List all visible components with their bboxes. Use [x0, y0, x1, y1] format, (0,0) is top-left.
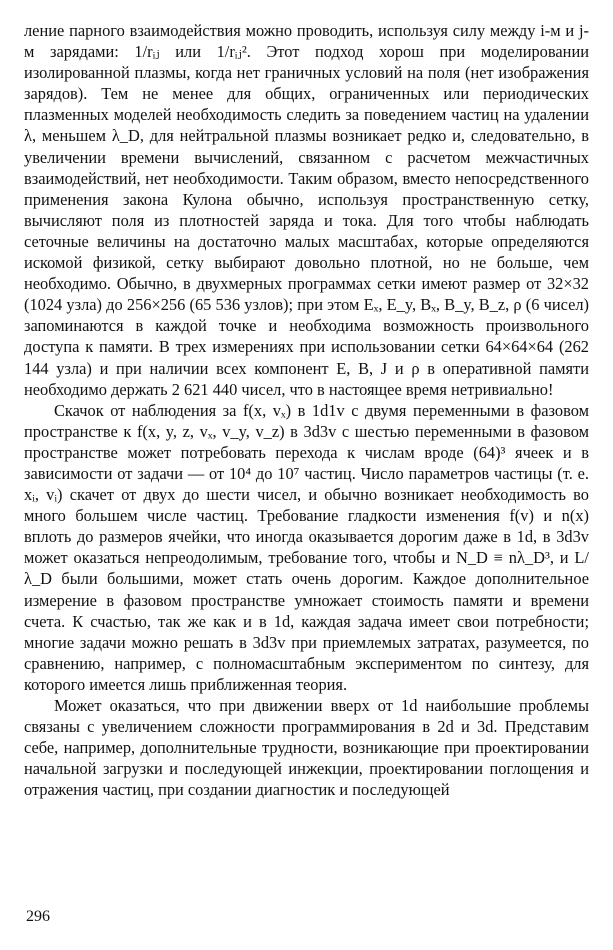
paragraph-3: Может оказаться, что при движении вверх от 1d наибольшие проблемы связаны с увеличением сложности программирования в 2d и 3d. Представим себе, например, дополнительные трудности, возникающие при проектировании начальной загрузки и последующей инжекции, проектировании поглощения и отражения частиц, при создании диагностик и последующей [24, 696, 589, 800]
page-number: 296 [26, 908, 50, 925]
paragraph-1: ление парного взаимодействия можно проводить, используя силу между i-м и j-м зарядами: 1/rᵢⱼ или 1/rᵢⱼ². Этот подход хорош при моделировании изолированной плазмы, когда нет граничных условий на поля (нет изображения зарядов). Тем не менее для общих, ограниченных или периодических плазменных моделей необходимость следить за поведением частиц на удалении λ, меньшем λ_D, для нейтральной плазмы возникает редко и, следовательно, в увеличении времени вычислений, связанном с расчетом межчастичных взаимодействий, нет необходимости. Таким образом, вместо непосредственного применения закона Кулона обычно, используя пространственную сетку, вычисляют поля из плотностей заряда и тока. Для того чтобы наблюдать сеточные величины на достаточно малых масштабах, которые определяются искомой физикой, сетку выбирают довольно плотной, но не больше, чем необходимо. Обычно, в двухмерных программах сетки имеют размер от 32×32 (1024 узла) до 256×256 (65 536 узлов); при этом Eₓ, E_y, Bₓ, B_y, B_z, ρ (6 чисел) запоминаются в каждой точке и необходима возможность произвольного доступа к памяти. В трех измерениях при использовании сетки 64×64×64 (262 144 узла) и при наличии всех компонент E, B, J и ρ в оперативной памяти необходимо держать 2 621 440 чисел, что в настоящее время нетривиально! [24, 21, 589, 399]
document-page [24, 20, 589, 800]
paragraph-2: Скачок от наблюдения за f(x, vₓ) в 1d1v с двумя переменными в фазовом пространстве к f(x, y, z, vₓ, v_y, v_z) в 3d3v с шестью переменными в фазовом пространстве может потребовать перехода к числам вроде (64)³ ячеек и в зависимости от задачи — от 10⁴ до 10⁷ частиц. Число параметров частицы (т. е. xᵢ, vᵢ) скачет от двух до шести чисел, и обычно возникает необходимость во много большем числе частиц. Требование гладкости изменения f(v) и n(x) вплоть до размеров ячейки, что иногда оказывается дорогим даже в 1d, в 3d3v может оказаться непреодолимым, требование того, чтобы и N_D ≡ nλ_D³, и L/λ_D были большими, может стать очень дорогим. Каждое дополнительное измерение в фазовом пространстве умножает стоимость памяти и времени счета. К счастью, так же как и в 1d, каждая задача имеет свои потребности; многие задачи можно решать в 3d3v при приемлемых затратах, разумеется, по сравнению, например, с полномасштабным экспериментом по синтезу, для которого имеется лишь приближенная теория. [24, 400, 589, 694]
